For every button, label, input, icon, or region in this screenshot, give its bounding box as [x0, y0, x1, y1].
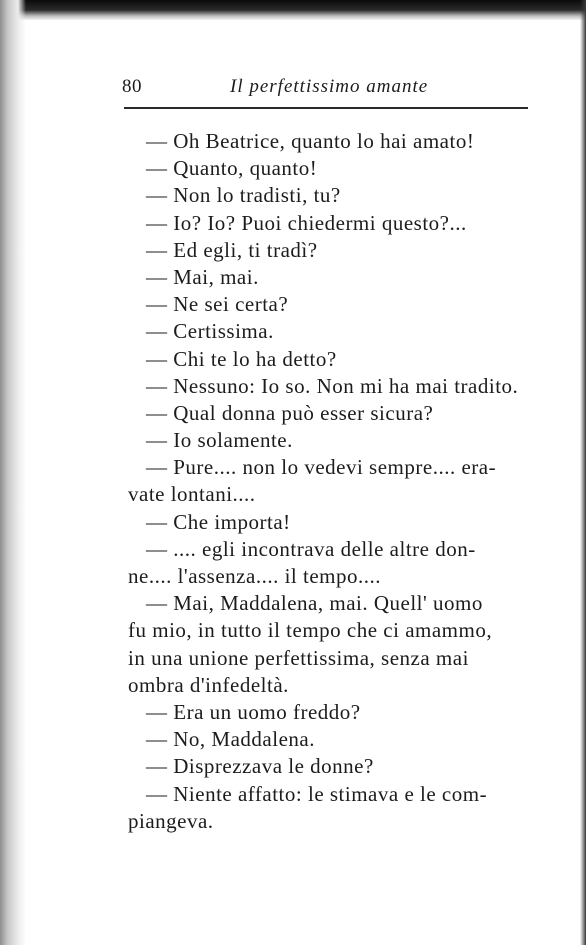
body-text — [0, 128, 586, 835]
running-title: Il perfettissimo amante — [230, 76, 429, 97]
text-line: — Mai, mai. — [146, 264, 259, 289]
text-line: — Io? Io? Puoi chiedermi questo?... — [146, 210, 467, 235]
page-top-shadow — [0, 0, 586, 20]
text-line: piangeva. — [128, 808, 214, 833]
text-line: — Pure.... non lo vedevi sempre.... era- — [146, 455, 497, 480]
text-line: — Ed egli, ti tradì? — [146, 237, 318, 262]
text-line: ne.... l'assenza.... il tempo.... — [128, 564, 381, 588]
text-line: — .... egli incontrava delle altre don- — [146, 536, 476, 561]
text-line: — Chi te lo ha detto? — [146, 346, 337, 371]
text-line: — Qual donna può esser sicura? — [146, 400, 434, 425]
text-line: — Era un uomo freddo? — [146, 699, 361, 724]
text-line: — Ne sei certa? — [146, 292, 289, 317]
text-line: — Mai, Maddalena, mai. Quell' uomo — [146, 591, 483, 616]
text-line: — Certissima. — [146, 319, 274, 344]
header-rule — [124, 107, 528, 109]
text-line: — Niente affatto: le stimava e le com- — [146, 781, 488, 806]
text-line: — Disprezzava le donne? — [146, 754, 374, 779]
text-line: — Nessuno: Io so. Non mi ha mai tradito. — [146, 373, 519, 398]
text-line: fu mio, in tutto il tempo che ci amammo, — [128, 618, 493, 643]
page-number: 80 — [122, 76, 142, 97]
text-line: — Che importa! — [146, 509, 291, 534]
text-line: — Quanto, quanto! — [146, 156, 318, 181]
text-line: ombra d'infedeltà. — [128, 672, 289, 697]
text-line: — Io solamente. — [146, 428, 293, 453]
text-line: in una unione perfettissima, senza mai — [128, 645, 469, 670]
text-line: — Non lo tradisti, tu? — [146, 183, 341, 208]
text-line: vate lontani.... — [128, 482, 256, 507]
text-line: — Oh Beatrice, quanto lo hai amato! — [146, 129, 475, 153]
text-line: — No, Maddalena. — [146, 727, 315, 752]
